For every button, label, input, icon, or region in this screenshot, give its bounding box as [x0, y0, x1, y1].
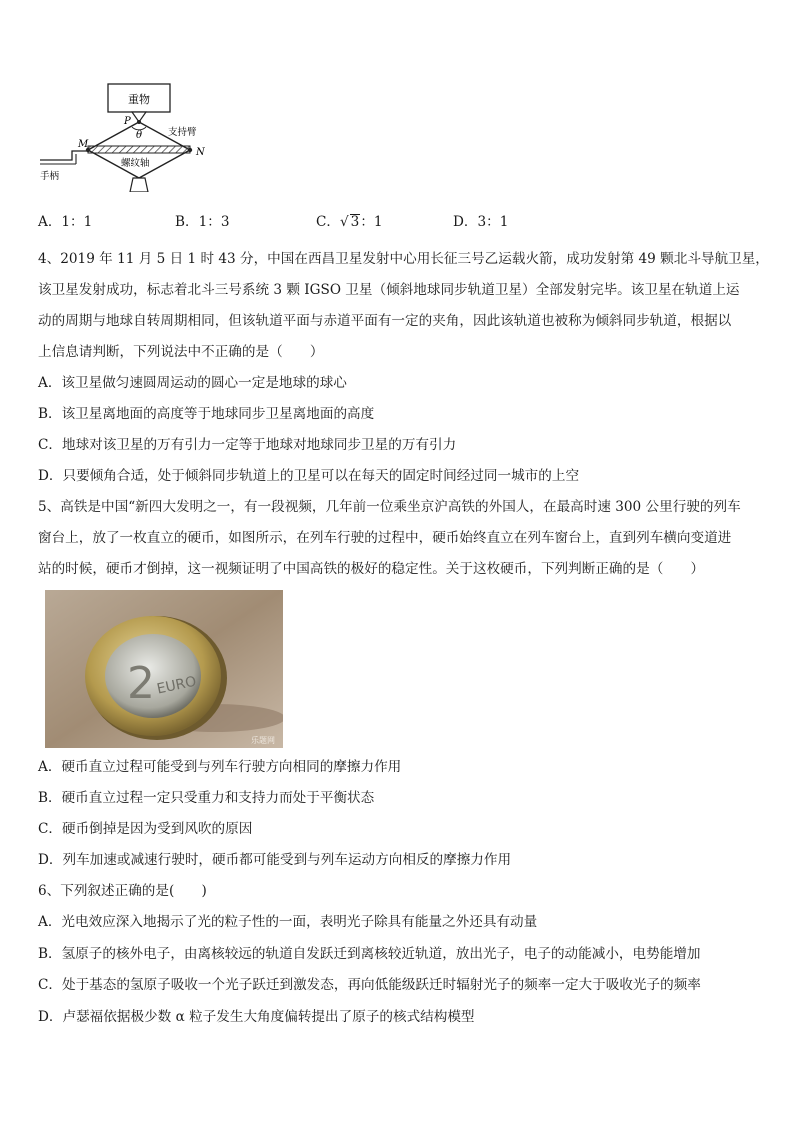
label-arm: 支持臂	[168, 127, 197, 138]
q5-stem-line-3: 站的时候，硬币才倒掉，这一视频证明了中国高铁的极好的稳定性。关于这枚硬币，下列判断正确的是（ ）	[38, 561, 705, 577]
q5-option-a[interactable]: A．硬币直立过程可能受到与列车行驶方向相同的摩擦力作用	[38, 759, 402, 775]
q4-option-c[interactable]: C．地球对该卫星的万有引力一定等于地球对地球同步卫星的万有引力	[38, 437, 457, 453]
q3-option-c-prefix: C．	[316, 214, 340, 230]
q6-stem: 6、下列叙述正确的是( )	[38, 883, 207, 899]
label-theta: θ	[136, 130, 143, 141]
screw-shaft	[88, 146, 190, 153]
label-p: P	[124, 116, 131, 127]
label-handle: 手柄	[40, 171, 60, 182]
q4-stem-line-1: 4、2019 年 11 月 5 日 1 时 43 分，中国在西昌卫星发射中心用长征三号乙运载火箭，成功发射第 49 颗北斗导航卫星，	[38, 251, 769, 267]
q6-option-d[interactable]: D．卢瑟福依据极少数 α 粒子发生大角度偏转提出了原子的核式结构模型	[38, 1009, 475, 1025]
coin-photo	[45, 590, 283, 748]
q3-option-c[interactable]: C．√ 3：1	[316, 214, 383, 230]
q4-stem-line-3: 动的周期与地球自转周期相同，但该轨道平面与赤道平面有一定的夹角，因此该轨道也被称为倾斜同步轨道，根据以	[38, 313, 732, 329]
q4-option-d[interactable]: D．只要倾角合适，处于倾斜同步轨道上的卫星可以在每天的固定时间经过同一城市的上空	[38, 468, 580, 484]
q5-option-d[interactable]: D．列车加速或减速行驶时，硬币都可能受到与列车运动方向相反的摩擦力作用	[38, 852, 512, 868]
label-m: M	[78, 139, 89, 150]
handle	[40, 151, 88, 160]
base	[130, 178, 148, 192]
watermark: 乐题网	[251, 736, 275, 745]
q4-option-b[interactable]: B．该卫星离地面的高度等于地球同步卫星离地面的高度	[38, 406, 375, 422]
q6-option-a[interactable]: A．光电效应深入地揭示了光的粒子性的一面，表明光子除具有能量之外还具有动量	[38, 914, 538, 930]
q4-stem-line-4: 上信息请判断，下列说法中不正确的是（ ）	[38, 344, 324, 360]
weight-label: 重物	[128, 93, 150, 106]
q3-option-b[interactable]: B．1：3	[175, 214, 230, 230]
q6-option-b[interactable]: B．氢原子的核外电子，由离核较远的轨道自发跃迁到离核较近轨道，放出光子，电子的动能减小，电势能增加	[38, 946, 701, 962]
label-screw: 螺纹轴	[121, 158, 150, 169]
q4-stem-line-2: 该卫星发射成功，标志着北斗三号系统 3 颗 IGSO 卫星（倾斜地球同步轨道卫星）全部发射完毕。该卫星在轨道上运	[38, 282, 740, 298]
q3-option-c-rest: ：1	[360, 214, 383, 230]
q6-option-c[interactable]: C．处于基态的氢原子吸收一个光子跃迁到激发态，再向低能级跃迁时辐射光子的频率一定大于吸收光子的频率	[38, 977, 701, 993]
jack-diagram	[36, 80, 226, 192]
coin-number: 2	[127, 658, 155, 709]
q4-option-a[interactable]: A．该卫星做匀速圆周运动的圆心一定是地球的球心	[38, 375, 347, 391]
q3-option-c-sqrt: 3	[350, 214, 360, 230]
q5-option-c[interactable]: C．硬币倒掉是因为受到风吹的原因	[38, 821, 253, 837]
q5-option-b[interactable]: B．硬币直立过程一定只受重力和支持力而处于平衡状态	[38, 790, 375, 806]
coin-text: EURO	[155, 673, 198, 698]
q5-stem-line-2: 窗台上，放了一枚直立的硬币，如图所示，在列车行驶的过程中，硬币始终直立在列车窗台上，直到列车横向变道进	[38, 530, 732, 546]
label-n: N	[196, 147, 205, 158]
q3-option-d[interactable]: D．3：1	[453, 214, 509, 230]
q5-stem-line-1: 5、高铁是中国“新四大发明之一，有一段视频，几年前一位乘坐京沪高铁的外国人，在最高时速 300 公里行驶的列车	[38, 499, 741, 515]
q3-option-a[interactable]: A．1：1	[38, 214, 93, 230]
